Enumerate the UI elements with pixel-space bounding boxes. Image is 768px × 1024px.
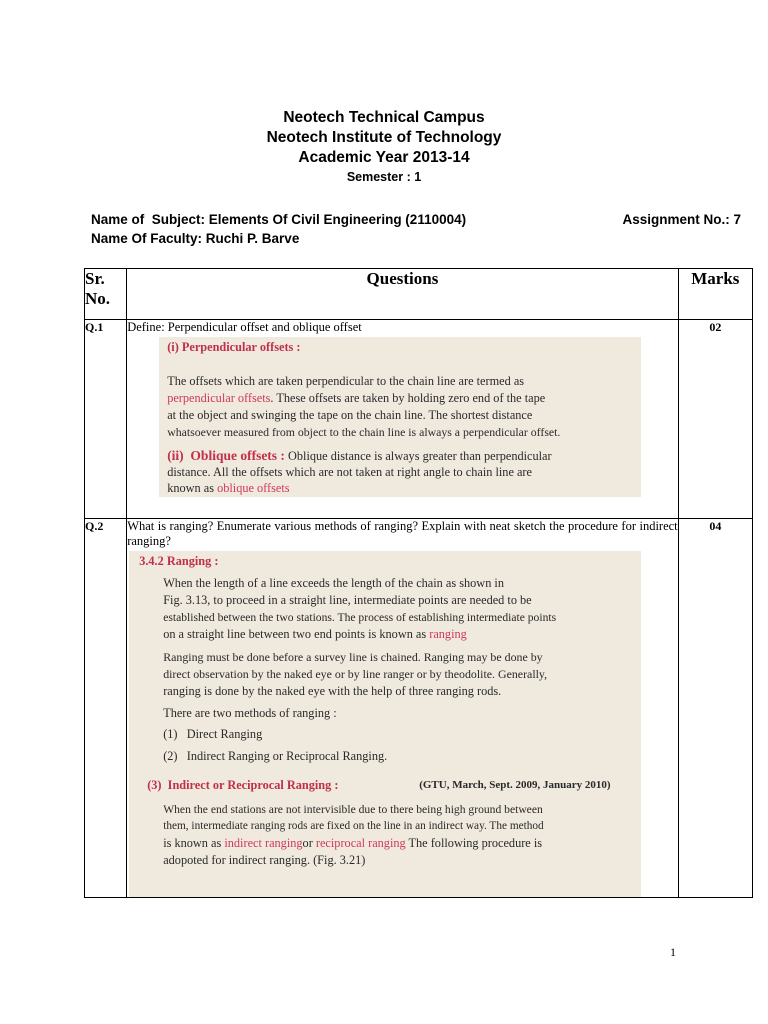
- excerpt-highlight: perpendicular offsets: [167, 391, 271, 405]
- excerpt-line: When the end stations are not intervisible due to there being high ground between: [163, 803, 543, 816]
- excerpt-text: on a straight line between two end points is known as: [163, 627, 430, 641]
- excerpt-line: There are two methods of ranging :: [163, 706, 337, 720]
- excerpt-text: The following procedure is: [405, 836, 543, 850]
- excerpt-text: . These offsets are taken by holding zero end of the tape: [270, 391, 546, 405]
- campus-name: Neotech Technical Campus: [283, 109, 485, 126]
- excerpt-line: distance. All the offsets which are not taken at right angle to chain line are: [167, 465, 532, 479]
- excerpt-highlight: indirect ranging: [224, 836, 303, 850]
- excerpt-line: direct observation by the naked eye or by line ranger or by theodolite. Generally,: [163, 667, 548, 681]
- excerpt-line: established between the two stations. The process of establishing intermediate points: [163, 611, 557, 624]
- question-marks: 04: [678, 519, 752, 898]
- excerpt-text: is known as: [163, 836, 225, 850]
- excerpt-line: [167, 480, 289, 497]
- excerpt-line: Ranging must be done before a survey line is chained. Ranging may be done by: [163, 650, 543, 664]
- excerpt-line: [167, 447, 551, 465]
- questions-table: [84, 268, 753, 898]
- question-text: Define: Perpendicular offset and oblique offset: [127, 320, 362, 334]
- question-text: What is ranging? Enumerate various methods of ranging? Explain with neat sketch the procedure for indirect ranging?: [127, 519, 678, 548]
- excerpt-heading: (3) Indirect or Reciprocal Ranging :: [147, 778, 339, 792]
- col-header-marks: Marks: [678, 269, 752, 320]
- question-cell: [127, 519, 678, 898]
- textbook-excerpt-image: [159, 337, 641, 497]
- excerpt-line: [147, 777, 338, 794]
- table-row: [85, 519, 753, 898]
- excerpt-line: them, intermediate ranging rods are fixed on the line in an indirect way. The method: [163, 820, 544, 832]
- excerpt-line: When the length of a line exceeds the length of the chain as shown in: [163, 576, 504, 590]
- table-header-row: [85, 269, 753, 320]
- excerpt-text: Oblique distance is always greater than perpendicular: [284, 449, 552, 463]
- method-item: (2) Indirect Ranging or Reciprocal Ranging.: [163, 749, 388, 763]
- institute-name: Neotech Institute of Technology: [266, 129, 502, 146]
- excerpt-line: [163, 626, 467, 643]
- excerpt-text: or: [302, 836, 316, 850]
- excerpt-heading: (i) Perpendicular offsets :: [167, 340, 301, 354]
- table-row: [85, 320, 753, 519]
- excerpt-line: ranging is done by the naked eye with the help of three ranging rods.: [163, 684, 502, 698]
- question-number: Q.1: [85, 320, 127, 519]
- page-number: 1: [670, 945, 676, 959]
- excerpt-line: [163, 835, 542, 852]
- excerpt-heading: 3.4.2 Ranging :: [139, 554, 219, 568]
- excerpt-heading: (ii) Oblique offsets :: [167, 448, 285, 463]
- excerpt-line: adopoted for indirect ranging. (Fig. 3.21): [163, 853, 366, 867]
- excerpt-highlight: oblique offsets: [217, 481, 290, 495]
- semester: Semester : 1: [346, 170, 422, 184]
- question-number: Q.2: [85, 519, 127, 898]
- assignment-number: Assignment No.: 7: [622, 212, 741, 227]
- question-marks: 02: [678, 320, 752, 519]
- excerpt-line: The offsets which are taken perpendicular to the chain line are termed as: [167, 374, 525, 388]
- excerpt-line: at the object and swinging the tape on the chain line. The shortest distance: [167, 408, 533, 422]
- col-header-srno: Sr. No.: [85, 269, 127, 320]
- assignment-meta: [91, 210, 741, 248]
- document-header: [0, 108, 768, 185]
- excerpt-source: (GTU, March, Sept. 2009, January 2010): [419, 779, 611, 791]
- col-header-questions: Questions: [127, 269, 678, 320]
- faculty-name: Name Of Faculty: Ruchi P. Barve: [91, 231, 300, 246]
- textbook-excerpt-image: [129, 551, 641, 897]
- excerpt-line: Fig. 3.13, to proceed in a straight line, intermediate points are needed to be: [163, 593, 532, 607]
- excerpt-line: [167, 390, 545, 407]
- excerpt-line: whatsoever measured from object to the chain line is always a perpendicular offset.: [167, 425, 561, 439]
- excerpt-highlight: ranging: [429, 627, 467, 641]
- academic-year: Academic Year 2013-14: [298, 149, 470, 166]
- subject-name: Name of Subject: Elements Of Civil Engineering (2110004): [91, 212, 467, 227]
- method-item: (1) Direct Ranging: [163, 727, 263, 741]
- excerpt-text: known as: [167, 481, 218, 495]
- excerpt-highlight: reciprocal ranging: [315, 836, 406, 850]
- question-cell: [127, 320, 678, 519]
